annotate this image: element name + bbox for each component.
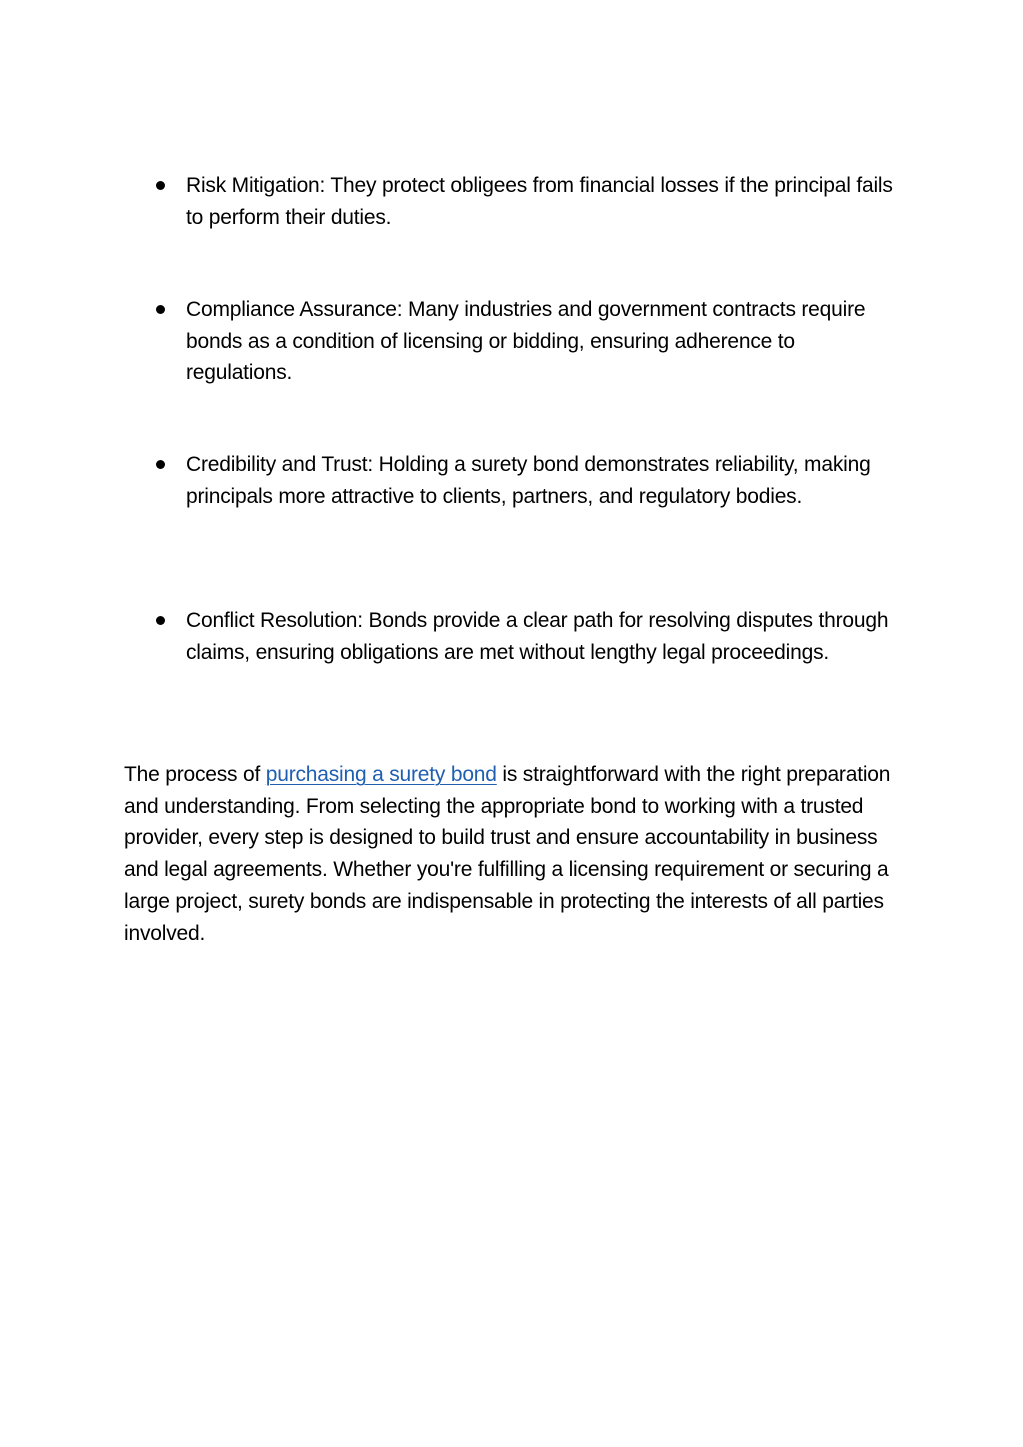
closing-text-rest: is straightforward with the right preparation and understanding. From selecting the appropriate bond to working with a trusted provider, every step is designed to build trust and ensure accountability in business and legal agreements. Whether you're fulfilling a licensing requirement or securing a large project, surety bonds are indispensable in protecting the interests of all parties involved. [124, 763, 891, 945]
list-item [186, 294, 906, 389]
list-item [186, 605, 906, 668]
bullet-icon [156, 305, 165, 314]
closing-paragraph [124, 759, 894, 949]
list-item-text: Compliance Assurance: Many industries and government contracts require bonds as a condition of licensing or bidding, ensuring adherence to regulations. [186, 298, 866, 385]
purchasing-surety-bond-link[interactable]: purchasing a surety bond [265, 763, 497, 786]
bullet-icon [156, 181, 165, 190]
bullet-icon [156, 616, 165, 625]
bullet-icon [156, 460, 165, 469]
closing-text-start: The process of [124, 763, 266, 786]
list-item [186, 170, 906, 233]
list-item-text: Risk Mitigation: They protect obligees from financial losses if the principal fails to perform their duties. [186, 174, 893, 229]
list-item [186, 449, 906, 512]
list-item-text: Credibility and Trust: Holding a surety bond demonstrates reliability, making principals more attractive to clients, partners, and regulatory bodies. [186, 453, 871, 508]
list-item-text: Conflict Resolution: Bonds provide a clear path for resolving disputes through claims, ensuring obligations are met without lengthy legal proceedings. [186, 609, 889, 664]
